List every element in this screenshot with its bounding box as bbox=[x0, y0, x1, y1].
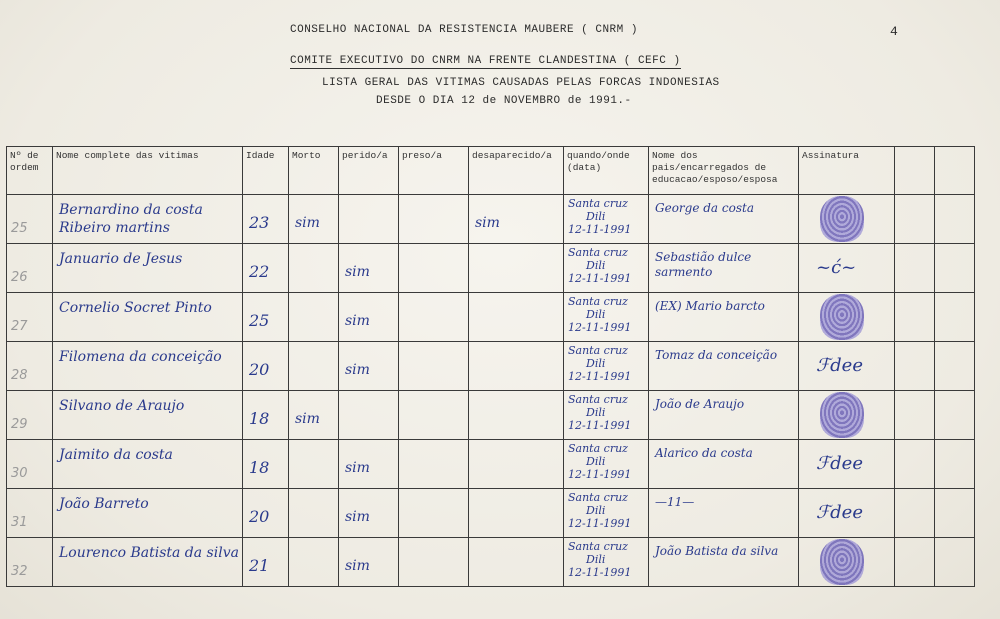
cell-prisoner bbox=[399, 244, 469, 293]
victim-name: Januario de Jesus bbox=[59, 251, 183, 267]
cell-parents bbox=[649, 244, 799, 293]
cell-name bbox=[53, 538, 243, 587]
thumbprint bbox=[820, 392, 864, 438]
place-name: Santa cruz bbox=[568, 540, 628, 553]
victim-name: Cornelio Socret Pinto bbox=[59, 300, 212, 316]
place-name: Santa cruz bbox=[568, 442, 628, 455]
order-number: 27 bbox=[11, 319, 28, 334]
cell-extra-2 bbox=[935, 244, 975, 293]
cell-dead bbox=[289, 342, 339, 391]
place-name: Santa cruz bbox=[568, 197, 628, 210]
wounded-mark bbox=[339, 195, 398, 215]
wounded-mark bbox=[339, 391, 398, 411]
cell-prisoner bbox=[399, 391, 469, 440]
cell-order bbox=[7, 342, 53, 391]
place-name: Santa cruz bbox=[568, 393, 628, 406]
thumbprint bbox=[820, 196, 864, 242]
parent-name: George da costa bbox=[655, 201, 754, 215]
cell-missing bbox=[469, 440, 564, 489]
parent-name: —11— bbox=[655, 495, 695, 509]
cell-dead bbox=[289, 391, 339, 440]
parent-name: Alarico da costa bbox=[655, 446, 753, 460]
cell-extra-1 bbox=[895, 391, 935, 440]
col-header-extra-1 bbox=[895, 147, 935, 195]
cell-age bbox=[243, 195, 289, 244]
place-city: Dili bbox=[586, 308, 606, 321]
prisoner-mark bbox=[399, 342, 468, 362]
victim-name: Silvano de Araujo bbox=[59, 398, 185, 414]
cell-when-where bbox=[564, 440, 649, 489]
col-header-dead: Morto bbox=[289, 147, 339, 195]
incident-date: 12-11-1991 bbox=[568, 370, 632, 383]
incident-place bbox=[564, 440, 648, 481]
prisoner-mark bbox=[399, 195, 468, 215]
parent-name: João de Araujo bbox=[655, 397, 745, 411]
header-line-1: CONSELHO NACIONAL DA RESISTENCIA MAUBERE ( CNRM ) bbox=[290, 24, 638, 36]
cell-wounded bbox=[339, 293, 399, 342]
cell-dead bbox=[289, 293, 339, 342]
missing-mark bbox=[469, 538, 563, 558]
wounded-mark: sim bbox=[345, 509, 370, 525]
cell-name bbox=[53, 391, 243, 440]
prisoner-mark bbox=[399, 538, 468, 558]
cell-extra-1 bbox=[895, 489, 935, 538]
cell-parents bbox=[649, 391, 799, 440]
wounded-mark: sim bbox=[345, 460, 370, 476]
dead-mark: sim bbox=[295, 215, 320, 231]
place-city: Dili bbox=[586, 455, 606, 468]
missing-mark bbox=[469, 244, 563, 264]
order-number: 31 bbox=[11, 515, 28, 530]
col-header-signature: Assinatura bbox=[799, 147, 895, 195]
parent-name: João Batista da silva bbox=[655, 544, 779, 558]
cell-wounded bbox=[339, 538, 399, 587]
col-header-name: Nome complete das vitimas bbox=[53, 147, 243, 195]
order-number: 29 bbox=[11, 417, 28, 432]
incident-place bbox=[564, 538, 648, 579]
cell-extra-1 bbox=[895, 293, 935, 342]
cell-extra-2 bbox=[935, 195, 975, 244]
missing-mark bbox=[469, 489, 563, 509]
cell-missing bbox=[469, 195, 564, 244]
table-header-row bbox=[7, 147, 975, 195]
victim-name: Bernardino da costa Ribeiro martins bbox=[59, 202, 203, 236]
thumbprint bbox=[820, 294, 864, 340]
missing-mark bbox=[469, 440, 563, 460]
dead-mark bbox=[289, 489, 338, 509]
place-city: Dili bbox=[586, 504, 606, 517]
cell-age bbox=[243, 489, 289, 538]
place-name: Santa cruz bbox=[568, 344, 628, 357]
page-number: 4 bbox=[890, 24, 898, 39]
victim-age: 23 bbox=[249, 213, 270, 232]
cell-parents bbox=[649, 342, 799, 391]
cell-when-where bbox=[564, 293, 649, 342]
dead-mark: sim bbox=[295, 411, 320, 427]
cell-extra-1 bbox=[895, 195, 935, 244]
col-header-missing: desaparecido/a bbox=[469, 147, 564, 195]
victim-name: João Barreto bbox=[59, 496, 149, 512]
order-number: 28 bbox=[11, 368, 28, 383]
missing-mark bbox=[469, 342, 563, 362]
dead-mark bbox=[289, 293, 338, 313]
col-header-extra-2 bbox=[935, 147, 975, 195]
dead-mark bbox=[289, 538, 338, 558]
cell-missing bbox=[469, 342, 564, 391]
cell-parents bbox=[649, 440, 799, 489]
col-header-age: Idade bbox=[243, 147, 289, 195]
wounded-mark: sim bbox=[345, 264, 370, 280]
dead-mark bbox=[289, 244, 338, 264]
incident-date: 12-11-1991 bbox=[568, 468, 632, 481]
cell-dead bbox=[289, 489, 339, 538]
cell-missing bbox=[469, 293, 564, 342]
incident-date: 12-11-1991 bbox=[568, 272, 632, 285]
cell-missing bbox=[469, 489, 564, 538]
victim-name: Filomena da conceição bbox=[59, 349, 222, 365]
cell-dead bbox=[289, 538, 339, 587]
cell-extra-2 bbox=[935, 391, 975, 440]
cell-when-where bbox=[564, 391, 649, 440]
cell-wounded bbox=[339, 342, 399, 391]
prisoner-mark bbox=[399, 391, 468, 411]
cell-age bbox=[243, 440, 289, 489]
wounded-mark: sim bbox=[345, 313, 370, 329]
cell-prisoner bbox=[399, 440, 469, 489]
cell-missing bbox=[469, 244, 564, 293]
cell-extra-2 bbox=[935, 342, 975, 391]
prisoner-mark bbox=[399, 489, 468, 509]
cell-name bbox=[53, 342, 243, 391]
cell-wounded bbox=[339, 195, 399, 244]
incident-place bbox=[564, 391, 648, 432]
cell-wounded bbox=[339, 489, 399, 538]
cell-dead bbox=[289, 195, 339, 244]
wounded-mark: sim bbox=[345, 558, 370, 574]
incident-date: 12-11-1991 bbox=[568, 321, 632, 334]
cell-parents bbox=[649, 538, 799, 587]
cell-extra-1 bbox=[895, 538, 935, 587]
incident-date: 12-11-1991 bbox=[568, 223, 632, 236]
cell-extra-2 bbox=[935, 440, 975, 489]
cell-when-where bbox=[564, 342, 649, 391]
cell-wounded bbox=[339, 244, 399, 293]
place-name: Santa cruz bbox=[568, 295, 628, 308]
prisoner-mark bbox=[399, 244, 468, 264]
cell-age bbox=[243, 391, 289, 440]
place-city: Dili bbox=[586, 357, 606, 370]
handwritten-signature: ~ć~ bbox=[816, 257, 857, 278]
incident-place bbox=[564, 342, 648, 383]
cell-extra-1 bbox=[895, 244, 935, 293]
cell-when-where bbox=[564, 538, 649, 587]
cell-order bbox=[7, 293, 53, 342]
col-header-wounded: perido/a bbox=[339, 147, 399, 195]
incident-place bbox=[564, 195, 648, 236]
header-line-4: DESDE O DIA 12 de NOVEMBRO de 1991.- bbox=[376, 95, 632, 107]
cell-extra-2 bbox=[935, 489, 975, 538]
cell-age bbox=[243, 342, 289, 391]
cell-parents bbox=[649, 195, 799, 244]
header-line-3: LISTA GERAL DAS VITIMAS CAUSADAS PELAS FORCAS INDONESIAS bbox=[322, 77, 720, 89]
incident-place bbox=[564, 489, 648, 530]
cell-order bbox=[7, 489, 53, 538]
prisoner-mark bbox=[399, 293, 468, 313]
wounded-mark: sim bbox=[345, 362, 370, 378]
victim-name: Lourenco Batista da silva bbox=[59, 545, 239, 561]
col-header-prisoner: preso/a bbox=[399, 147, 469, 195]
cell-age bbox=[243, 244, 289, 293]
parent-name: Tomaz da conceição bbox=[655, 348, 778, 362]
victim-age: 21 bbox=[249, 556, 270, 575]
order-number: 25 bbox=[11, 221, 28, 236]
missing-mark: sim bbox=[475, 215, 500, 231]
cell-parents bbox=[649, 293, 799, 342]
place-city: Dili bbox=[586, 259, 606, 272]
cell-name bbox=[53, 489, 243, 538]
incident-date: 12-11-1991 bbox=[568, 517, 632, 530]
cell-when-where bbox=[564, 195, 649, 244]
col-header-parents: Nome dos pais/encarregados de educacao/esposo/esposa bbox=[649, 147, 799, 195]
cell-parents bbox=[649, 489, 799, 538]
place-name: Santa cruz bbox=[568, 246, 628, 259]
col-header-when-where: quando/onde (data) bbox=[564, 147, 649, 195]
handwritten-signature: ℱdee bbox=[816, 355, 863, 376]
victim-age: 25 bbox=[249, 311, 270, 330]
header-line-2 bbox=[290, 55, 681, 67]
thumbprint bbox=[820, 539, 864, 585]
col-header-order: Nº de ordem bbox=[7, 147, 53, 195]
incident-place bbox=[564, 293, 648, 334]
prisoner-mark bbox=[399, 440, 468, 460]
victim-age: 22 bbox=[249, 262, 270, 281]
cell-prisoner bbox=[399, 293, 469, 342]
handwritten-signature: ℱdee bbox=[816, 453, 863, 474]
cell-missing bbox=[469, 391, 564, 440]
cell-dead bbox=[289, 244, 339, 293]
place-city: Dili bbox=[586, 210, 606, 223]
parent-name: Sebastião dulce sarmento bbox=[655, 250, 752, 279]
cell-prisoner bbox=[399, 342, 469, 391]
cell-prisoner bbox=[399, 489, 469, 538]
missing-mark bbox=[469, 293, 563, 313]
cell-name bbox=[53, 293, 243, 342]
cell-when-where bbox=[564, 489, 649, 538]
dead-mark bbox=[289, 342, 338, 362]
cell-order bbox=[7, 440, 53, 489]
place-city: Dili bbox=[586, 553, 606, 566]
cell-order bbox=[7, 244, 53, 293]
cell-when-where bbox=[564, 244, 649, 293]
cell-extra-1 bbox=[895, 342, 935, 391]
cell-order bbox=[7, 391, 53, 440]
order-number: 30 bbox=[11, 466, 28, 481]
victim-age: 18 bbox=[249, 409, 270, 428]
cell-age bbox=[243, 538, 289, 587]
incident-place bbox=[564, 244, 648, 285]
handwritten-signature: ℱdee bbox=[816, 502, 863, 523]
order-number: 26 bbox=[11, 270, 28, 285]
cell-name bbox=[53, 440, 243, 489]
cell-order bbox=[7, 195, 53, 244]
cell-dead bbox=[289, 440, 339, 489]
incident-date: 12-11-1991 bbox=[568, 566, 632, 579]
order-number: 32 bbox=[11, 564, 28, 579]
cell-missing bbox=[469, 538, 564, 587]
missing-mark bbox=[469, 391, 563, 411]
header-line-2-text: COMITE EXECUTIVO DO CNRM NA FRENTE CLANDESTINA ( CEFC ) bbox=[290, 55, 681, 67]
victim-age: 18 bbox=[249, 458, 270, 477]
cell-prisoner bbox=[399, 538, 469, 587]
cell-extra-2 bbox=[935, 538, 975, 587]
cell-name bbox=[53, 244, 243, 293]
place-city: Dili bbox=[586, 406, 606, 419]
cell-wounded bbox=[339, 440, 399, 489]
cell-age bbox=[243, 293, 289, 342]
cell-order bbox=[7, 538, 53, 587]
victim-age: 20 bbox=[249, 507, 270, 526]
victim-name: Jaimito da costa bbox=[59, 447, 173, 463]
dead-mark bbox=[289, 440, 338, 460]
cell-prisoner bbox=[399, 195, 469, 244]
cell-name bbox=[53, 195, 243, 244]
parent-name: (EX) Mario barcto bbox=[655, 299, 765, 313]
cell-wounded bbox=[339, 391, 399, 440]
cell-extra-2 bbox=[935, 293, 975, 342]
victim-age: 20 bbox=[249, 360, 270, 379]
place-name: Santa cruz bbox=[568, 491, 628, 504]
cell-extra-1 bbox=[895, 440, 935, 489]
incident-date: 12-11-1991 bbox=[568, 419, 632, 432]
